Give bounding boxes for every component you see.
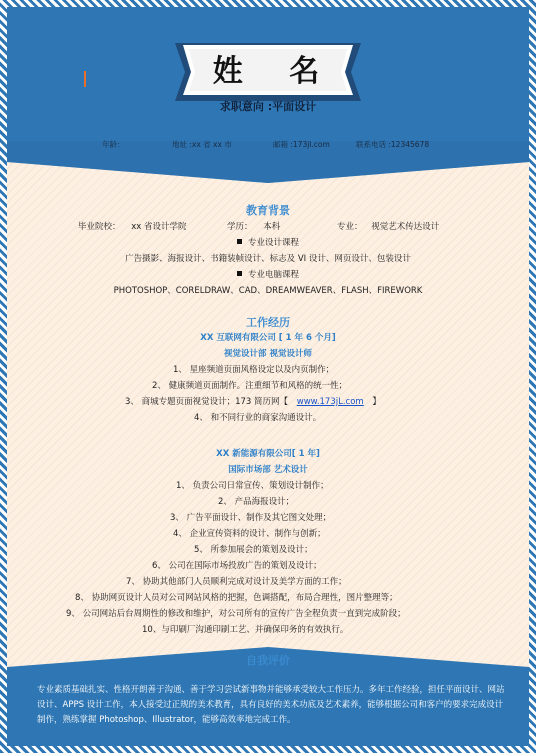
school-value: xx 省设计学院 [131,222,187,232]
courses-title: 专业设计课程 [247,238,299,248]
job-objective: 求职意向 :平面设计 [219,100,317,113]
contact-address: 地址 :xx 省 xx 市 [172,140,232,149]
job1-item: 2、 健康频道页面制作。注重细节和风格的统一性； [152,381,348,391]
software-list: PHOTOSHOP、CORELDRAW、CAD、DREAMWEAVER、FLASH、FIREWORK [113,286,423,296]
degree-value: 本科 [263,222,281,232]
job1-item: 1、 星座频道页面风格设定以及内页制作； [173,365,335,375]
education-title: 教育背景 [246,204,290,217]
software-heading [7,268,529,280]
major-row [337,220,439,232]
job1-role: 视觉设计部 视觉设计师 [224,349,312,359]
website-link[interactable]: www.173jL.com [296,397,364,407]
self-eval-text: 专业素质基础扎实、性格开朗善于沟通、善于学习尝试新事物并能够承受较大工作压力。多年工作经验，担任平面设计、网站设计、APPS 设计工作，本人接受过正规的美术教育，具有良好的美术功底及艺术素养，能够根据公司和客户的要求完成设计制作，熟练掌握 Photoshop、Illustrator，能够高效率地完成工作。 [37,685,505,725]
job1-company: XX 互联网有限公司 [ 1 年 6 个月] [200,333,336,343]
school-label: 毕业院校： [78,222,121,232]
text-cursor [84,71,86,87]
job2-item: 5、 所参加展会的策划及设计； [194,545,313,555]
bullet-square-icon [237,239,242,244]
link-bracket: 】 [372,397,381,407]
major-label: 专业： [337,222,363,232]
job1-item: 4、 和不同行业的商家沟通设计。 [194,413,322,423]
contact-age: 年龄： [102,140,125,149]
major-value: 视觉艺术传达设计 [371,222,440,232]
job2-item: 4、 企业宣传资料的设计、制作与创新； [173,529,326,539]
bullet-square-icon [237,271,242,276]
courses-list: 广告摄影、海报设计、书籍装帧设计、标志及 VI 设计、网页设计、包装设计 [125,254,411,264]
job2-item: 10、与印刷厂沟通印刷工艺、并确保印务的有效执行。 [142,625,349,635]
contact-phone: 联系电话 :12345678 [356,140,430,149]
degree-label: 学历： [227,222,253,232]
contact-email: 邮箱 :173jl.com [273,140,330,149]
job2-item: 2、 产品海报设计； [218,497,295,507]
self-eval-title: 自我评价 [246,654,290,667]
job2-item: 6、 公司在国际市场投放广告的策划及设计； [152,561,322,571]
job2-company: XX 新能源有限公司[ 1 年] [216,449,320,459]
software-title: 专业电脑课程 [247,270,299,280]
resume-body [7,7,529,746]
job2-item: 8、 协助网页设计人员对公司网站风格的把握，色调搭配，布局合理性，图片整理等； [75,593,398,603]
job2-item: 9、 公司网站后台周期性的修改和维护，对公司所有的宣传广告全程负责一直到完成阶段； [66,609,406,619]
job2-role: 国际市场部 艺术设计 [228,465,308,475]
job1-item-text: 3、 商城专题页面视觉设计；173 简历网【 [125,397,289,407]
candidate-name: 姓 名 [212,54,338,89]
degree-row [227,220,280,232]
school-row [78,220,186,232]
job2-item: 7、 协助其他部门人员顺利完成对设计及美学方面的工作； [126,577,347,587]
courses-heading [7,236,529,248]
job2-item: 1、 负责公司日常宣传、策划设计制作； [176,481,329,491]
job1-item-with-link [125,395,381,407]
job2-item: 3、 广告平面设计、制作及其它图文处理； [170,513,332,523]
work-title: 工作经历 [246,316,290,329]
